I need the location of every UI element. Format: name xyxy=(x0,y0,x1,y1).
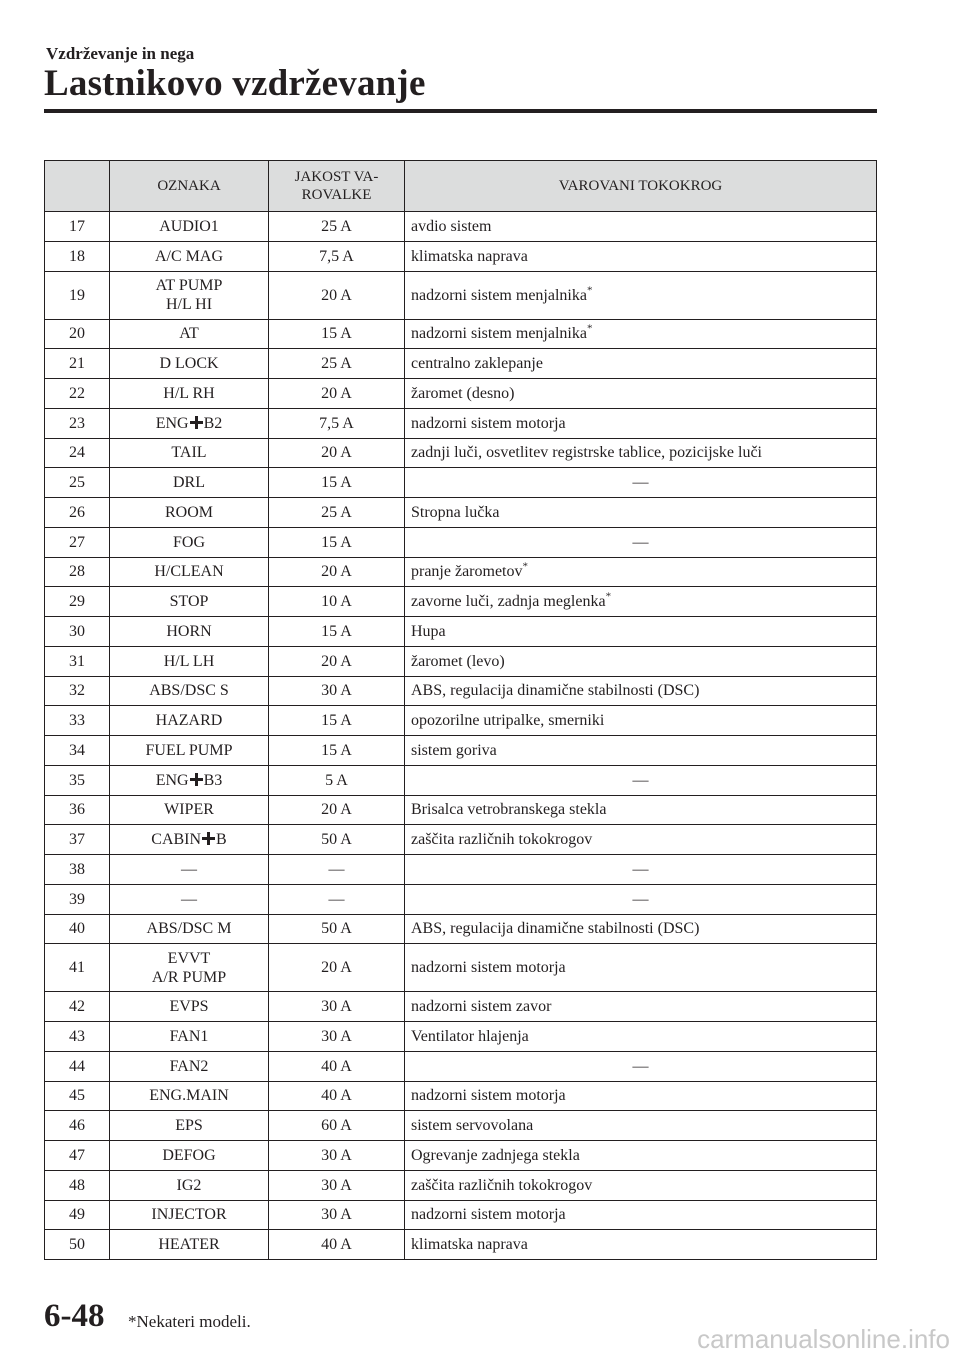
table-row xyxy=(45,241,877,271)
table-row xyxy=(45,1170,877,1200)
fuse-label-text: INJECTOR xyxy=(151,1206,227,1224)
fuse-label-text: AUDIO1 xyxy=(159,217,219,235)
table-row xyxy=(45,557,877,587)
protected-circuit xyxy=(405,1081,877,1111)
protected-circuit-text: — xyxy=(632,474,649,492)
title-rule xyxy=(44,109,877,113)
protected-circuit xyxy=(405,349,877,379)
fuse-number: 31 xyxy=(45,646,110,676)
footnote-marker: * xyxy=(586,323,593,336)
protected-circuit-text: — xyxy=(632,890,649,908)
fuse-number: 32 xyxy=(45,676,110,706)
fuse-label xyxy=(110,617,269,647)
protected-circuit xyxy=(405,1230,877,1260)
fuse-number: 48 xyxy=(45,1170,110,1200)
fuse-label-text: EVPS xyxy=(169,998,209,1016)
fuse-label-text: AT PUMP H/L HI xyxy=(155,277,223,313)
protected-circuit-text: Brisalca vetrobranskega stekla xyxy=(411,801,607,819)
fuse-label-text: DRL xyxy=(173,474,205,492)
fuse-label xyxy=(110,438,269,468)
fuse-number: 28 xyxy=(45,557,110,587)
table-row xyxy=(45,468,877,498)
fuse-label xyxy=(110,1111,269,1141)
protected-circuit xyxy=(405,825,877,855)
footnote: *Nekateri modeli. xyxy=(128,1312,251,1331)
fuse-label xyxy=(110,1081,269,1111)
fuse-label xyxy=(110,319,269,349)
protected-circuit-text: sistem goriva xyxy=(411,741,497,759)
table-row xyxy=(45,676,877,706)
protected-circuit-text: žaromet (levo) xyxy=(411,652,505,670)
protected-circuit-text: — xyxy=(632,1057,649,1075)
protected-circuit xyxy=(405,379,877,409)
fuse-amperage: 60 A xyxy=(269,1111,405,1141)
fuse-number: 50 xyxy=(45,1230,110,1260)
fuse-label-text: FUEL PUMP xyxy=(145,741,233,759)
fuse-number: 29 xyxy=(45,587,110,617)
fuse-label xyxy=(110,736,269,766)
protected-circuit xyxy=(405,319,877,349)
protected-circuit-text: klimatska naprava xyxy=(411,247,528,265)
table-row xyxy=(45,1230,877,1260)
table-row xyxy=(45,587,877,617)
protected-circuit-text: pranje žarometov xyxy=(411,563,523,581)
plus-icon xyxy=(190,415,203,428)
protected-circuit-text: — xyxy=(632,533,649,551)
fuse-amperage: 30 A xyxy=(269,676,405,706)
table-row xyxy=(45,349,877,379)
fuse-number: 46 xyxy=(45,1111,110,1141)
protected-circuit xyxy=(405,1051,877,1081)
protected-circuit-text: nadzorni sistem menjalnika xyxy=(411,286,587,304)
protected-circuit-text: Hupa xyxy=(411,622,446,640)
protected-circuit-text: — xyxy=(632,771,649,789)
fuse-label xyxy=(110,884,269,914)
fuse-label-text: TAIL xyxy=(171,444,207,462)
protected-circuit xyxy=(405,617,877,647)
table-row xyxy=(45,319,877,349)
fuse-number: 25 xyxy=(45,468,110,498)
protected-circuit-text: Stropna lučka xyxy=(411,503,500,521)
table-row xyxy=(45,944,877,992)
fuse-label-prefix: CABIN xyxy=(151,831,202,849)
table-row xyxy=(45,706,877,736)
table-row xyxy=(45,1200,877,1230)
protected-circuit xyxy=(405,795,877,825)
fuse-amperage: 15 A xyxy=(269,736,405,766)
protected-circuit-text: sistem servovolana xyxy=(411,1117,534,1135)
fuse-label xyxy=(110,1022,269,1052)
fuse-amperage: 25 A xyxy=(269,212,405,242)
protected-circuit xyxy=(405,855,877,885)
fuse-label-suffix: B3 xyxy=(203,771,223,789)
fuse-label-suffix: B xyxy=(216,831,227,849)
table-body xyxy=(45,212,877,1260)
protected-circuit xyxy=(405,557,877,587)
table-row xyxy=(45,408,877,438)
fuse-label xyxy=(110,1141,269,1171)
table-row xyxy=(45,1141,877,1171)
column-header-label: OZNAKA xyxy=(110,161,269,212)
table-row xyxy=(45,212,877,242)
protected-circuit-text: nadzorni sistem motorja xyxy=(411,1206,566,1224)
table-row xyxy=(45,617,877,647)
fuse-amperage: 25 A xyxy=(269,349,405,379)
fuse-label xyxy=(110,498,269,528)
fuse-amperage: 20 A xyxy=(269,944,405,992)
fuse-label-text: H/L RH xyxy=(163,384,215,402)
fuse-label xyxy=(110,944,269,992)
fuse-label xyxy=(110,676,269,706)
fuse-label-text: ABS/DSC S xyxy=(149,682,229,700)
fuse-amperage: 20 A xyxy=(269,379,405,409)
table-header-row xyxy=(45,161,877,212)
table-row xyxy=(45,379,877,409)
table-row xyxy=(45,765,877,795)
table-row xyxy=(45,438,877,468)
fuse-label-text: HAZARD xyxy=(155,712,223,730)
protected-circuit-text: nadzorni sistem zavor xyxy=(411,998,552,1016)
fuse-label-text: WIPER xyxy=(164,801,214,819)
protected-circuit xyxy=(405,944,877,992)
protected-circuit-text: nadzorni sistem motorja xyxy=(411,414,566,432)
table-row xyxy=(45,646,877,676)
fuse-number: 47 xyxy=(45,1141,110,1171)
table-row xyxy=(45,527,877,557)
protected-circuit xyxy=(405,1141,877,1171)
fuse-label-text: AT xyxy=(179,325,199,343)
protected-circuit-text: centralno zaklepanje xyxy=(411,355,543,373)
protected-circuit xyxy=(405,241,877,271)
fuse-label xyxy=(110,1170,269,1200)
fuse-number: 18 xyxy=(45,241,110,271)
watermark: carmanualsonline.info xyxy=(697,1324,950,1354)
fuse-amperage: 7,5 A xyxy=(269,408,405,438)
fuse-number: 41 xyxy=(45,944,110,992)
protected-circuit xyxy=(405,765,877,795)
footnote-marker: * xyxy=(522,561,528,574)
fuse-label-text: H/L LH xyxy=(163,652,215,670)
protected-circuit-text: ABS, regulacija dinamične stabilnosti (DSC) xyxy=(411,920,700,938)
protected-circuit-text: — xyxy=(632,860,649,878)
fuse-amperage: 15 A xyxy=(269,527,405,557)
fuse-amperage: 50 A xyxy=(269,825,405,855)
fuse-amperage: 40 A xyxy=(269,1230,405,1260)
fuse-label xyxy=(110,557,269,587)
protected-circuit xyxy=(405,1200,877,1230)
protected-circuit-text: Ventilator hlajenja xyxy=(411,1027,529,1045)
fuse-amperage: 30 A xyxy=(269,1170,405,1200)
column-header-number xyxy=(45,161,110,212)
fuse-label-text: FAN1 xyxy=(169,1027,209,1045)
fuse-label xyxy=(110,706,269,736)
fuse-amperage: 5 A xyxy=(269,765,405,795)
protected-circuit xyxy=(405,884,877,914)
fuse-label-text: HORN xyxy=(166,622,212,640)
fuse-label-text: FAN2 xyxy=(169,1057,209,1075)
fuse-number: 40 xyxy=(45,914,110,944)
fuse-number: 30 xyxy=(45,617,110,647)
column-header-amperage: JAKOST VA- ROVALKE xyxy=(269,161,405,212)
fuse-number: 23 xyxy=(45,408,110,438)
fuse-amperage: 40 A xyxy=(269,1051,405,1081)
fuse-amperage: 20 A xyxy=(269,438,405,468)
table-row xyxy=(45,1022,877,1052)
fuse-label xyxy=(110,795,269,825)
fuse-amperage: 30 A xyxy=(269,1141,405,1171)
fuse-amperage: 30 A xyxy=(269,1200,405,1230)
plus-icon xyxy=(202,831,215,844)
fuse-number: 45 xyxy=(45,1081,110,1111)
fuse-number: 24 xyxy=(45,438,110,468)
table-row xyxy=(45,498,877,528)
fuse-amperage: 30 A xyxy=(269,992,405,1022)
fuse-label xyxy=(110,349,269,379)
protected-circuit xyxy=(405,646,877,676)
fuse-label xyxy=(110,527,269,557)
fuse-amperage: 20 A xyxy=(269,646,405,676)
fuse-label-text: — xyxy=(181,890,197,908)
fuse-amperage: 20 A xyxy=(269,271,405,319)
protected-circuit-text: ABS, regulacija dinamične stabilnosti (DSC) xyxy=(411,682,700,700)
fuse-number: 21 xyxy=(45,349,110,379)
footnote-marker: * xyxy=(605,590,612,603)
fuse-label-text: EPS xyxy=(175,1117,203,1135)
protected-circuit xyxy=(405,498,877,528)
table-row xyxy=(45,1051,877,1081)
protected-circuit-text: avdio sistem xyxy=(411,217,492,235)
fuse-label-prefix: ENG xyxy=(155,771,189,789)
fuse-amperage: 20 A xyxy=(269,557,405,587)
table-row xyxy=(45,992,877,1022)
fuse-label-text: FOG xyxy=(172,533,205,551)
fuse-label xyxy=(110,855,269,885)
table-row xyxy=(45,855,877,885)
fuse-label-text: D LOCK xyxy=(159,355,219,373)
protected-circuit xyxy=(405,1170,877,1200)
fuse-number: 35 xyxy=(45,765,110,795)
fuse-number: 38 xyxy=(45,855,110,885)
fuse-label xyxy=(110,587,269,617)
fuse-label-text: H/CLEAN xyxy=(154,563,224,581)
protected-circuit-text: žaromet (desno) xyxy=(411,384,515,402)
protected-circuit-text: nadzorni sistem motorja xyxy=(411,1087,566,1105)
fuse-number: 26 xyxy=(45,498,110,528)
table-row xyxy=(45,736,877,766)
protected-circuit-text: opozorilne utripalke, smerniki xyxy=(411,712,605,730)
fuse-amperage: 15 A xyxy=(269,706,405,736)
table-row xyxy=(45,825,877,855)
protected-circuit-text: nadzorni sistem menjalnika xyxy=(411,325,587,343)
fuse-label-text: HEATER xyxy=(158,1236,220,1254)
fuse-table xyxy=(44,160,877,1260)
page-number: 6-48 xyxy=(44,1298,105,1334)
fuse-number: 17 xyxy=(45,212,110,242)
fuse-label-text: ABS/DSC M xyxy=(146,920,232,938)
protected-circuit xyxy=(405,527,877,557)
protected-circuit xyxy=(405,212,877,242)
column-header-circuit: VAROVANI TOKOKROG xyxy=(405,161,877,212)
protected-circuit xyxy=(405,1111,877,1141)
fuse-amperage: 7,5 A xyxy=(269,241,405,271)
table-row xyxy=(45,884,877,914)
fuse-label xyxy=(110,241,269,271)
protected-circuit-text: zaščita različnih tokokrogov xyxy=(411,831,593,849)
fuse-label-text: IG2 xyxy=(176,1176,202,1194)
fuse-amperage: 25 A xyxy=(269,498,405,528)
fuse-amperage: 15 A xyxy=(269,319,405,349)
fuse-label xyxy=(110,271,269,319)
fuse-number: 36 xyxy=(45,795,110,825)
protected-circuit xyxy=(405,271,877,319)
fuse-label xyxy=(110,914,269,944)
fuse-amperage: 30 A xyxy=(269,1022,405,1052)
fuse-number: 34 xyxy=(45,736,110,766)
fuse-label-text: DEFOG xyxy=(162,1146,216,1164)
page-title: Lastnikovo vzdrževanje xyxy=(44,63,426,104)
fuse-label xyxy=(110,379,269,409)
fuse-label xyxy=(110,646,269,676)
protected-circuit xyxy=(405,408,877,438)
fuse-number: 27 xyxy=(45,527,110,557)
protected-circuit xyxy=(405,438,877,468)
fuse-amperage: 40 A xyxy=(269,1081,405,1111)
table-row xyxy=(45,795,877,825)
fuse-number: 37 xyxy=(45,825,110,855)
fuse-label-prefix: ENG xyxy=(155,414,189,432)
fuse-number: 39 xyxy=(45,884,110,914)
fuse-label-text: STOP xyxy=(169,593,209,611)
protected-circuit xyxy=(405,706,877,736)
protected-circuit xyxy=(405,676,877,706)
section-label: Vzdrževanje in nega xyxy=(46,44,195,63)
protected-circuit-text: Ogrevanje zadnjega stekla xyxy=(411,1146,580,1164)
fuse-number: 44 xyxy=(45,1051,110,1081)
fuse-number: 22 xyxy=(45,379,110,409)
fuse-label xyxy=(110,212,269,242)
fuse-label-text: — xyxy=(181,860,197,878)
protected-circuit-text: zavorne luči, zadnja meglenka xyxy=(411,593,606,611)
table-row xyxy=(45,271,877,319)
footnote-marker: * xyxy=(586,284,593,297)
fuse-amperage: 50 A xyxy=(269,914,405,944)
fuse-amperage: 15 A xyxy=(269,468,405,498)
fuse-label xyxy=(110,1200,269,1230)
fuse-number: 49 xyxy=(45,1200,110,1230)
protected-circuit xyxy=(405,468,877,498)
fuse-amperage: 20 A xyxy=(269,795,405,825)
plus-icon xyxy=(190,772,203,785)
fuse-label xyxy=(110,468,269,498)
fuse-label-text: ROOM xyxy=(164,503,213,521)
fuse-label-text: A/C MAG xyxy=(154,247,223,265)
fuse-label xyxy=(110,992,269,1022)
fuse-amperage: — xyxy=(269,855,405,885)
fuse-number: 20 xyxy=(45,319,110,349)
protected-circuit-text: nadzorni sistem motorja xyxy=(411,959,566,977)
table-row xyxy=(45,1111,877,1141)
protected-circuit xyxy=(405,914,877,944)
fuse-label xyxy=(110,765,269,795)
fuse-label xyxy=(110,408,269,438)
fuse-label-text: EVVT A/R PUMP xyxy=(151,949,227,986)
protected-circuit-text: klimatska naprava xyxy=(411,1236,528,1254)
fuse-amperage: — xyxy=(269,884,405,914)
fuse-number: 19 xyxy=(45,271,110,319)
fuse-number: 43 xyxy=(45,1022,110,1052)
table-row xyxy=(45,1081,877,1111)
fuse-amperage: 15 A xyxy=(269,617,405,647)
fuse-number: 33 xyxy=(45,706,110,736)
protected-circuit-text: zadnji luči, osvetlitev registrske tablice, pozicijske luči xyxy=(411,444,762,462)
fuse-label-text: ENG.MAIN xyxy=(149,1087,229,1105)
table-row xyxy=(45,914,877,944)
fuse-label-suffix: B2 xyxy=(203,414,223,432)
protected-circuit xyxy=(405,1022,877,1052)
protected-circuit xyxy=(405,736,877,766)
fuse-amperage: 10 A xyxy=(269,587,405,617)
protected-circuit-text: zaščita različnih tokokrogov xyxy=(411,1176,593,1194)
fuse-label xyxy=(110,1230,269,1260)
fuse-label xyxy=(110,1051,269,1081)
fuse-number: 42 xyxy=(45,992,110,1022)
protected-circuit xyxy=(405,587,877,617)
protected-circuit xyxy=(405,992,877,1022)
fuse-label xyxy=(110,825,269,855)
